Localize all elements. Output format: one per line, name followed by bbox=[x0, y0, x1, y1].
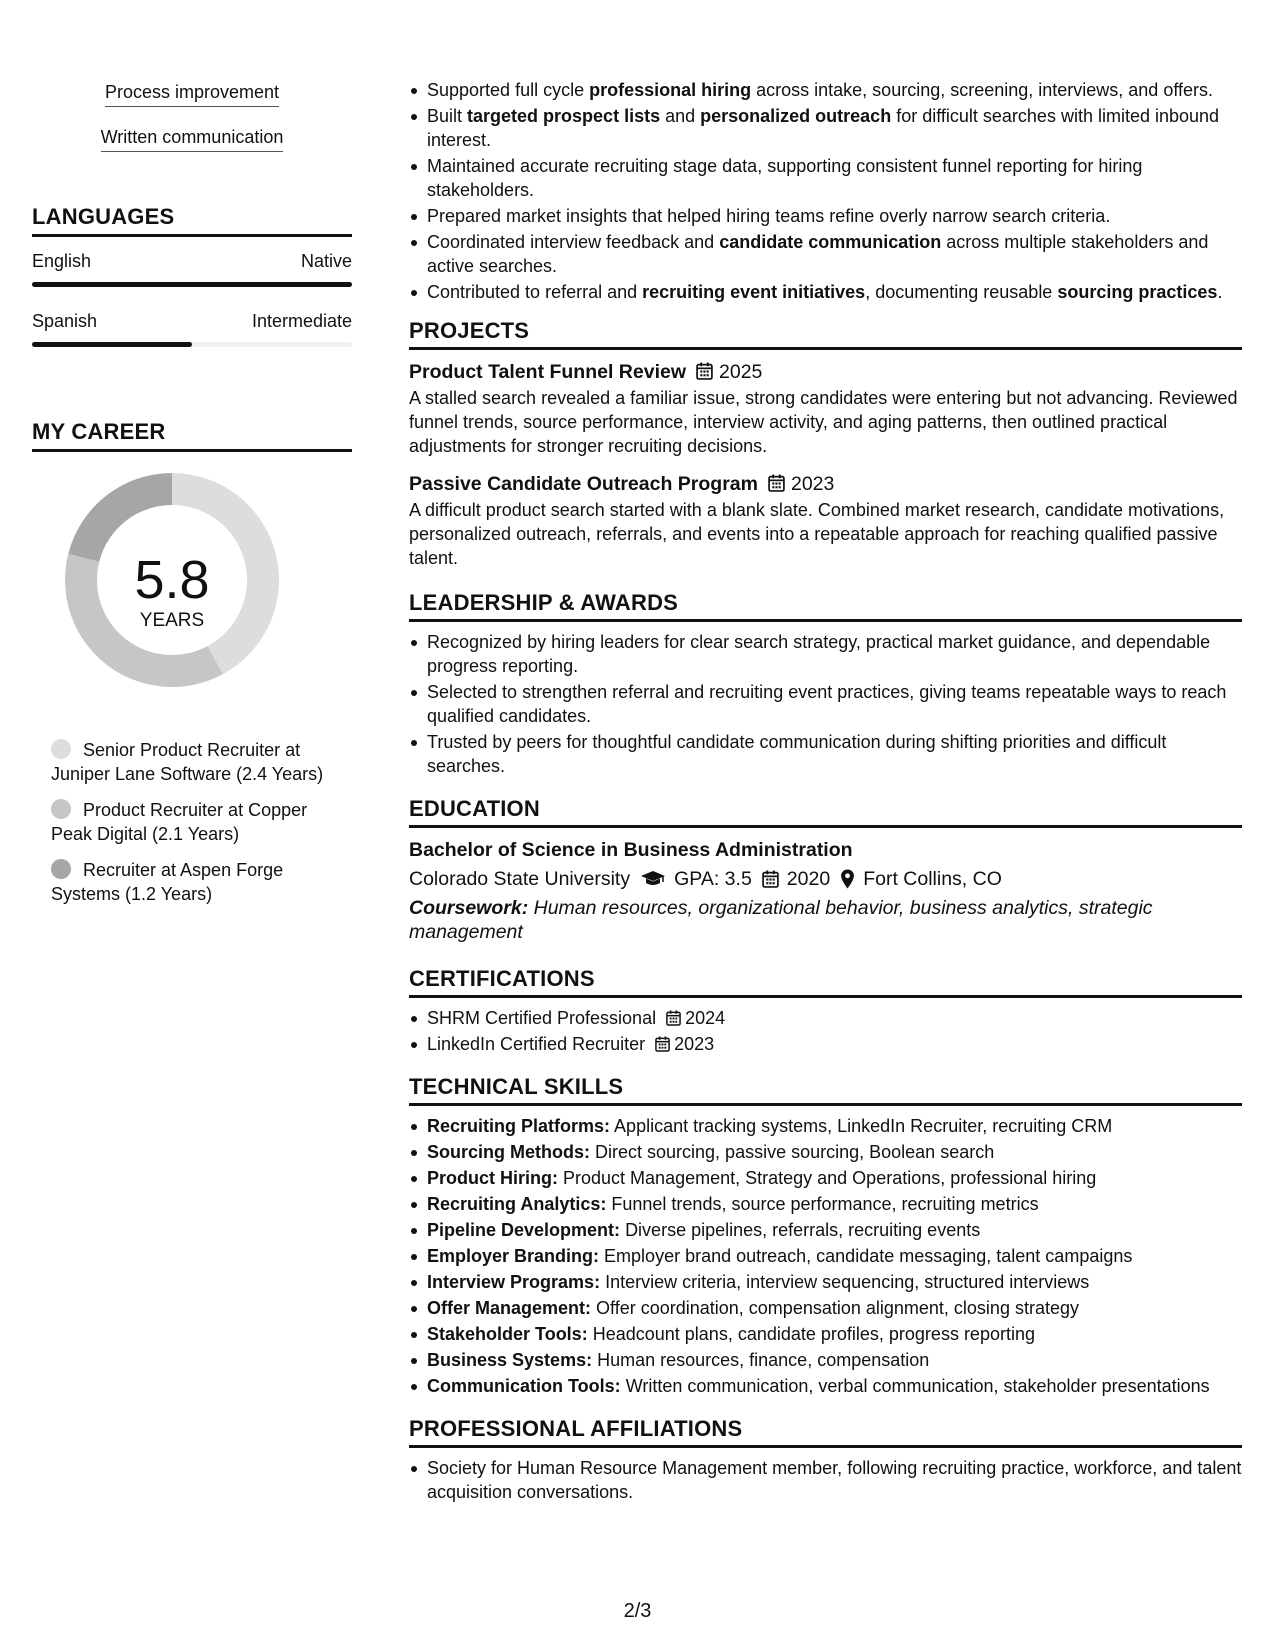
technical-skill-item bbox=[409, 1348, 1242, 1372]
bullet-text: across intake, sourcing, screening, interviews, and offers. bbox=[751, 80, 1214, 100]
degree: Bachelor of Science in Business Administration bbox=[409, 839, 853, 861]
leadership-item: Selected to strengthen referral and recruiting event practices, giving teams repeatable ways to reach qualified candidates. bbox=[409, 680, 1242, 728]
project-title: Product Talent Funnel Review bbox=[409, 361, 687, 383]
leadership-item: Recognized by hiring leaders for clear search strategy, practical market guidance, and dependable progress reporting. bbox=[409, 630, 1242, 678]
leadership-item: Trusted by peers for thoughtful candidate communication during shifting priorities and difficult searches. bbox=[409, 730, 1242, 778]
affiliations-list bbox=[409, 1456, 1242, 1504]
coursework bbox=[409, 896, 1242, 944]
project-description: A difficult product search started with a blank slate. Combined market research, candidate motivations, personalized outreach, referrals, and events into a repeatable approach for reaching qualified passive talent. bbox=[409, 500, 1225, 568]
language-proficiency-bar bbox=[32, 342, 352, 347]
technical-skill-item bbox=[409, 1374, 1242, 1398]
language-name: Spanish bbox=[32, 311, 98, 331]
certification-name: SHRM Certified Professional bbox=[427, 1008, 657, 1028]
career-unit: YEARS bbox=[139, 610, 205, 631]
technical-skill-value: Interview criteria, interview sequencing, structured interviews bbox=[605, 1272, 1090, 1292]
sidebar bbox=[32, 80, 352, 918]
bullet-text: Supported full cycle bbox=[427, 80, 590, 100]
main-content bbox=[409, 78, 1242, 1506]
technical-skill-label: Communication Tools: bbox=[427, 1376, 621, 1396]
education-meta bbox=[409, 864, 1242, 894]
gpa: GPA: 3.5 bbox=[674, 868, 752, 890]
calendar-icon bbox=[768, 474, 785, 492]
legend-dot-icon bbox=[51, 859, 71, 879]
language-item bbox=[32, 251, 352, 287]
bullet-text: Contributed to referral and bbox=[427, 282, 643, 302]
technical-skill-item bbox=[409, 1140, 1242, 1164]
technical-skills-heading: TECHNICAL SKILLS bbox=[409, 1074, 1242, 1106]
career-legend-label: Recruiter at Aspen Forge Systems (1.2 Years) bbox=[51, 860, 284, 904]
experience-bullet bbox=[409, 230, 1242, 278]
project-item bbox=[409, 470, 1242, 570]
experience-bullet bbox=[409, 204, 1242, 228]
project-item bbox=[409, 358, 1242, 458]
career-legend-label: Product Recruiter at Copper Peak Digital (2.1 Years) bbox=[51, 800, 308, 844]
experience-bullet bbox=[409, 154, 1242, 202]
bullet-text: . bbox=[1217, 282, 1223, 302]
technical-skill-value: Offer coordination, compensation alignment, closing strategy bbox=[596, 1298, 1079, 1318]
technical-skill-value: Headcount plans, candidate profiles, progress reporting bbox=[592, 1324, 1035, 1344]
technical-skill-label: Interview Programs: bbox=[427, 1272, 601, 1292]
certification-name: LinkedIn Certified Recruiter bbox=[427, 1034, 646, 1054]
certification-year: 2023 bbox=[674, 1034, 715, 1054]
language-proficiency-fill bbox=[32, 282, 352, 287]
project-year: 2023 bbox=[790, 473, 835, 495]
project-description: A stalled search revealed a familiar issue, strong candidates were entering but not advancing. Reviewed funnel trends, source performance, interview activity, and aging patterns, then outlined practical adjustments for stronger recruiting decisions. bbox=[409, 388, 1238, 456]
language-level: Intermediate bbox=[251, 311, 352, 331]
legend-dot-icon bbox=[51, 739, 71, 759]
school-location: Fort Collins, CO bbox=[863, 868, 1002, 890]
bullet-text: for difficult searches with limited inbound interest. bbox=[427, 106, 1220, 150]
technical-skill-item bbox=[409, 1166, 1242, 1190]
certification-item bbox=[409, 1032, 1242, 1056]
technical-skill-label: Recruiting Analytics: bbox=[427, 1194, 607, 1214]
calendar-icon bbox=[666, 1010, 681, 1026]
technical-skill-value: Funnel trends, source performance, recruiting metrics bbox=[611, 1194, 1039, 1214]
technical-skills-list bbox=[409, 1114, 1242, 1398]
technical-skill-item bbox=[409, 1114, 1242, 1138]
certification-year: 2024 bbox=[685, 1008, 726, 1028]
legend-dot-icon bbox=[51, 799, 71, 819]
career-legend-label: Senior Product Recruiter at Juniper Lane Software (2.4 Years) bbox=[51, 740, 324, 784]
bullet-emphasis: sourcing practices bbox=[1057, 282, 1218, 302]
skill-tag: Process improvement bbox=[105, 80, 279, 107]
career-donut-segment bbox=[68, 473, 172, 562]
language-name: English bbox=[32, 251, 92, 271]
calendar-icon bbox=[655, 1036, 670, 1052]
bullet-emphasis: candidate communication bbox=[719, 232, 942, 252]
technical-skill-label: Stakeholder Tools: bbox=[427, 1324, 588, 1344]
career-heading: MY CAREER bbox=[32, 419, 352, 452]
bullet-text: Coordinated interview feedback and bbox=[427, 232, 720, 252]
technical-skill-value: Employer brand outreach, candidate messaging, talent campaigns bbox=[604, 1246, 1133, 1266]
language-proficiency-bar bbox=[32, 282, 352, 287]
leadership-heading: LEADERSHIP & AWARDS bbox=[409, 590, 1242, 622]
technical-skill-label: Recruiting Platforms: bbox=[427, 1116, 611, 1136]
language-level: Native bbox=[300, 251, 352, 271]
certification-item bbox=[409, 1006, 1242, 1030]
bullet-text: and bbox=[660, 106, 701, 126]
graduation-year: 2020 bbox=[786, 868, 831, 890]
coursework-text: Human resources, organizational behavior, business analytics, strategic management bbox=[409, 897, 1153, 943]
bullet-emphasis: professional hiring bbox=[589, 80, 752, 100]
skill-tag-list bbox=[32, 80, 352, 170]
bullet-text: Built bbox=[427, 106, 468, 126]
bullet-text: , documenting reusable bbox=[865, 282, 1058, 302]
experience-bullet bbox=[409, 280, 1242, 304]
school-name: Colorado State University bbox=[409, 868, 631, 890]
technical-skill-item bbox=[409, 1270, 1242, 1294]
technical-skill-label: Business Systems: bbox=[427, 1350, 593, 1370]
technical-skill-label: Pipeline Development: bbox=[427, 1220, 621, 1240]
technical-skill-value: Product Management, Strategy and Operations, professional hiring bbox=[563, 1168, 1097, 1188]
calendar-icon bbox=[762, 870, 779, 888]
bullet-emphasis: targeted prospect lists bbox=[467, 106, 661, 126]
technical-skill-value: Diverse pipelines, referrals, recruiting events bbox=[625, 1220, 981, 1240]
bullet-text: across multiple stakeholders and active searches. bbox=[427, 232, 1209, 276]
technical-skill-label: Offer Management: bbox=[427, 1298, 592, 1318]
experience-bullets bbox=[409, 78, 1242, 304]
career-donut-chart bbox=[32, 472, 352, 712]
career-legend-item bbox=[51, 798, 352, 846]
bullet-text: Maintained accurate recruiting stage data, supporting consistent funnel reporting for hiring stakeholders. bbox=[427, 156, 1143, 200]
affiliation-item: Society for Human Resource Management member, following recruiting practice, workforce, and talent acquisition conversations. bbox=[409, 1456, 1242, 1504]
technical-skill-value: Human resources, finance, compensation bbox=[597, 1350, 930, 1370]
technical-skill-label: Sourcing Methods: bbox=[427, 1142, 590, 1162]
technical-skill-label: Product Hiring: bbox=[427, 1168, 558, 1188]
technical-skill-value: Written communication, verbal communication, stakeholder presentations bbox=[625, 1376, 1210, 1396]
experience-bullet bbox=[409, 78, 1242, 102]
technical-skill-label: Employer Branding: bbox=[427, 1246, 600, 1266]
language-proficiency-fill bbox=[32, 342, 192, 347]
career-legend bbox=[32, 738, 352, 906]
technical-skill-item bbox=[409, 1322, 1242, 1346]
career-total: 5.8 bbox=[134, 550, 210, 610]
coursework-label: Coursework: bbox=[409, 897, 529, 919]
bullet-emphasis: recruiting event initiatives bbox=[642, 282, 866, 302]
page-number: 2/3 bbox=[623, 1600, 652, 1622]
project-year: 2025 bbox=[719, 361, 763, 383]
language-item bbox=[32, 311, 352, 347]
technical-skill-item bbox=[409, 1192, 1242, 1216]
education-heading: EDUCATION bbox=[409, 796, 1242, 828]
project-title: Passive Candidate Outreach Program bbox=[409, 473, 758, 495]
graduation-cap-icon bbox=[640, 870, 666, 888]
technical-skill-item bbox=[409, 1296, 1242, 1320]
technical-skill-item bbox=[409, 1218, 1242, 1242]
languages-heading: LANGUAGES bbox=[32, 204, 352, 237]
career-legend-item bbox=[51, 858, 352, 906]
certifications-heading: CERTIFICATIONS bbox=[409, 966, 1242, 998]
leadership-list bbox=[409, 630, 1242, 778]
bullet-text: Prepared market insights that helped hiring teams refine overly narrow search criteria. bbox=[427, 206, 1111, 226]
technical-skill-item bbox=[409, 1244, 1242, 1268]
certifications-list bbox=[409, 1006, 1242, 1056]
calendar-icon bbox=[696, 362, 713, 380]
location-pin-icon bbox=[840, 869, 855, 889]
projects-heading: PROJECTS bbox=[409, 318, 1242, 350]
technical-skill-value: Direct sourcing, passive sourcing, Boolean search bbox=[595, 1142, 995, 1162]
skill-tag: Written communication bbox=[101, 125, 284, 152]
affiliations-heading: PROFESSIONAL AFFILIATIONS bbox=[409, 1416, 1242, 1448]
technical-skill-value: Applicant tracking systems, LinkedIn Recruiter, recruiting CRM bbox=[614, 1116, 1113, 1136]
bullet-emphasis: personalized outreach bbox=[700, 106, 892, 126]
experience-bullet bbox=[409, 104, 1242, 152]
career-legend-item bbox=[51, 738, 352, 786]
